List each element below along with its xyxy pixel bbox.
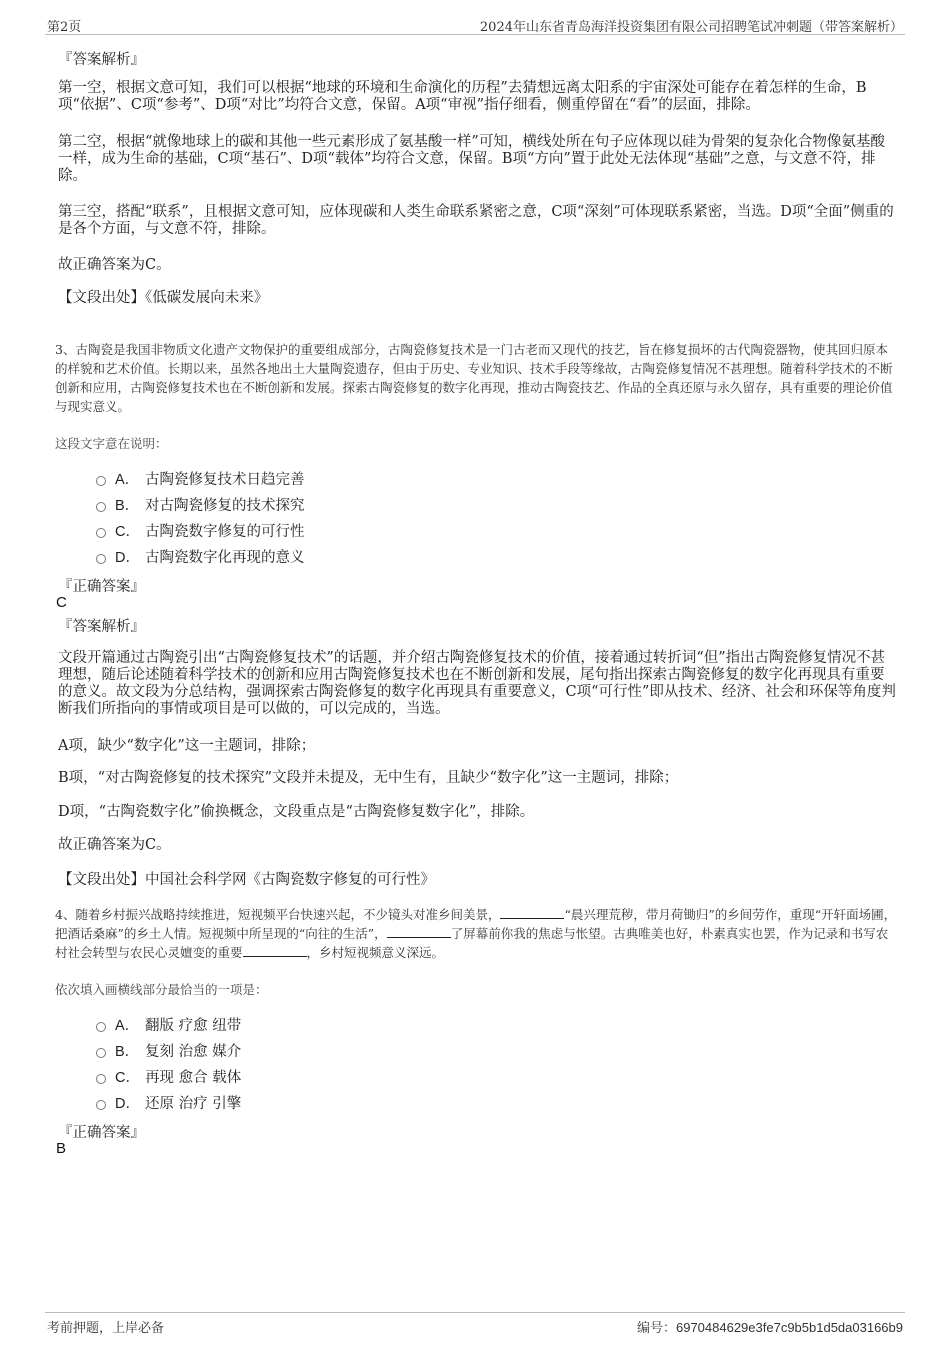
analysis-paragraph: 文段开篇通过古陶瓷引出“古陶瓷修复技术”的话题，并介绍古陶瓷修复技术的价值，接着通过转折词“但”指出古陶瓷修复情况不甚理想，随后论述随着科学技术的创新和应用古陶瓷修复技术也在不断创新和发展，尾句指出探索古陶瓷修复的数字化再现具有重要的意义。故文段为分总结构，强调探索古陶瓷修复的数字化再现具有重要意义，C项“可行性”即从技术、经济、社会和环保等角度判断我们所指向的事情或项目是可以做的，可以完成的，当选。 bbox=[58, 650, 896, 717]
radio-icon[interactable] bbox=[96, 1100, 106, 1110]
option-a[interactable] bbox=[96, 468, 305, 488]
option-d[interactable] bbox=[96, 1092, 241, 1112]
fill-blank bbox=[387, 925, 451, 938]
analysis-paragraph: D项，“古陶瓷数字化”偷换概念，文段重点是“古陶瓷修复数字化”，排除。 bbox=[58, 804, 535, 820]
question-stem: 3、古陶瓷是我国非物质文化遗产文物保护的重要组成部分，古陶瓷修复技术是一门古老而又现代的技艺，旨在修复损坏的古代陶瓷器物，使其回归原本的样貌和艺术价值。长期以来，虽然各地出土大量陶瓷遗存，但由于历史、专业知识、技术手段等缘故，古陶瓷修复情况不甚理想。随着科学技术的不断创新和应用，古陶瓷修复技术也在不断创新和发展。探索古陶瓷修复的数字化再现，推动古陶瓷技艺、作品的全真还原与永久留存，具有重要的理论价值与现实意义。 bbox=[55, 342, 893, 414]
analysis-paragraph: 第一空，根据文意可知，我们可以根据“地球的环境和生命演化的历程”去猜想远离太阳系的宇宙深处可能存在着怎样的生命，B项“依据”、C项“参考”、D项“对比”均符合文意，保留。A项“审视”指仔细看，侧重停留在“看”的层面，排除。 bbox=[58, 80, 867, 113]
stem-part: ，乡村短视频意义深远。 bbox=[306, 945, 445, 960]
page-header bbox=[45, 14, 905, 35]
option-letter: A． bbox=[115, 1017, 140, 1034]
analysis-paragraph: A项，缺少“数字化”这一主题词，排除； bbox=[58, 738, 316, 754]
document-code bbox=[637, 1317, 903, 1336]
option-text: 对古陶瓷修复的技术探究 bbox=[145, 497, 305, 514]
option-letter: B． bbox=[115, 497, 140, 514]
option-text: 复刻 治愈 媒介 bbox=[145, 1043, 242, 1060]
option-d[interactable] bbox=[96, 546, 305, 566]
document-title: 2024年山东省青岛海洋投资集团有限公司招聘笔试冲刺题（带答案解析） bbox=[479, 20, 903, 35]
radio-icon[interactable] bbox=[96, 476, 106, 486]
radio-icon[interactable] bbox=[96, 502, 106, 512]
option-b[interactable] bbox=[96, 494, 305, 514]
option-text: 还原 治疗 引擎 bbox=[145, 1095, 242, 1112]
correct-answer-label: 『正确答案』 bbox=[58, 579, 145, 595]
source: 【文段出处】《低碳发展向未来》 bbox=[58, 290, 269, 306]
radio-icon[interactable] bbox=[96, 554, 106, 564]
option-text: 再现 愈合 载体 bbox=[145, 1069, 242, 1086]
option-text: 古陶瓷修复技术日趋完善 bbox=[145, 471, 305, 488]
question-ask: 这段文字意在说明： bbox=[55, 436, 168, 451]
conclusion: 故正确答案为C。 bbox=[58, 837, 171, 853]
radio-icon[interactable] bbox=[96, 1048, 106, 1058]
fill-blank bbox=[500, 906, 564, 919]
option-text: 古陶瓷数字化再现的意义 bbox=[145, 549, 305, 566]
code-label: 编号： bbox=[636, 1320, 676, 1335]
stem-part: 4、随着乡村振兴战略持续推进，短视频平台快速兴起，不少镜头对准乡间美景， bbox=[55, 907, 501, 922]
option-c[interactable] bbox=[96, 1066, 241, 1086]
analysis-paragraph: B项，“对古陶瓷修复的技术探究”文段并未提及，无中生有，且缺少“数字化”这一主题词，排除； bbox=[58, 770, 679, 786]
radio-icon[interactable] bbox=[96, 528, 106, 538]
option-text: 古陶瓷数字修复的可行性 bbox=[145, 523, 305, 540]
correct-answer: C bbox=[56, 594, 67, 611]
option-text: 翻版 疗愈 纽带 bbox=[145, 1017, 242, 1034]
analysis-label: 『答案解析』 bbox=[58, 52, 145, 68]
question-ask: 依次填入画横线部分最恰当的一项是： bbox=[55, 982, 268, 997]
option-a[interactable] bbox=[96, 1014, 241, 1034]
correct-answer: B bbox=[56, 1140, 67, 1157]
page-footer bbox=[45, 1312, 905, 1335]
option-letter: C． bbox=[115, 1069, 140, 1086]
code-value: 6970484629e3fe7c9b5b1d5da03166b9 bbox=[675, 1320, 903, 1335]
conclusion: 故正确答案为C。 bbox=[58, 257, 171, 273]
option-b[interactable] bbox=[96, 1040, 241, 1060]
radio-icon[interactable] bbox=[96, 1022, 106, 1032]
radio-icon[interactable] bbox=[96, 1074, 106, 1084]
option-letter: D． bbox=[115, 1095, 140, 1112]
option-letter: D． bbox=[115, 549, 140, 566]
footer-slogan: 考前押题，上岸必备 bbox=[47, 1321, 165, 1336]
analysis-paragraph: 第三空，搭配“联系”，且根据文意可知，应体现碳和人类生命联系紧密之意，C项“深刻”可体现联系紧密，当选。D项“全面”侧重的是各个方面，与文意不符，排除。 bbox=[58, 204, 894, 237]
option-letter: A． bbox=[115, 471, 140, 488]
page-number: 第2页 bbox=[47, 20, 82, 35]
stem-part: 了屏幕前你我的焦虑与怅望。古典唯美也好，朴素真实也罢，作为记录和书写农村社会转型与农民心灵嬗变的重要 bbox=[55, 926, 889, 960]
option-letter: C． bbox=[115, 523, 140, 540]
stem-part: “晨兴理荒秽，带月荷锄归”的乡间劳作，重现“开轩面场圃，把酒话桑麻”的乡土人情。短视频中所呈现的“向往的生活”， bbox=[55, 907, 897, 941]
analysis-paragraph: 第二空，根据“就像地球上的碳和其他一些元素形成了氨基酸一样”可知，横线处所在句子应体现以硅为骨架的复杂化合物像氨基酸一样，成为生命的基础，C项“基石”、D项“载体”均符合文意，保留。B项“方向”置于此处无法体现“基础”之意，与文意不符，排除。 bbox=[58, 134, 885, 184]
option-letter: B． bbox=[115, 1043, 140, 1060]
source: 【文段出处】中国社会科学网《古陶瓷数字修复的可行性》 bbox=[58, 872, 435, 888]
analysis-label: 『答案解析』 bbox=[58, 619, 145, 635]
question-stem bbox=[55, 905, 897, 962]
correct-answer-label: 『正确答案』 bbox=[58, 1125, 145, 1141]
fill-blank bbox=[243, 944, 307, 957]
option-c[interactable] bbox=[96, 520, 305, 540]
